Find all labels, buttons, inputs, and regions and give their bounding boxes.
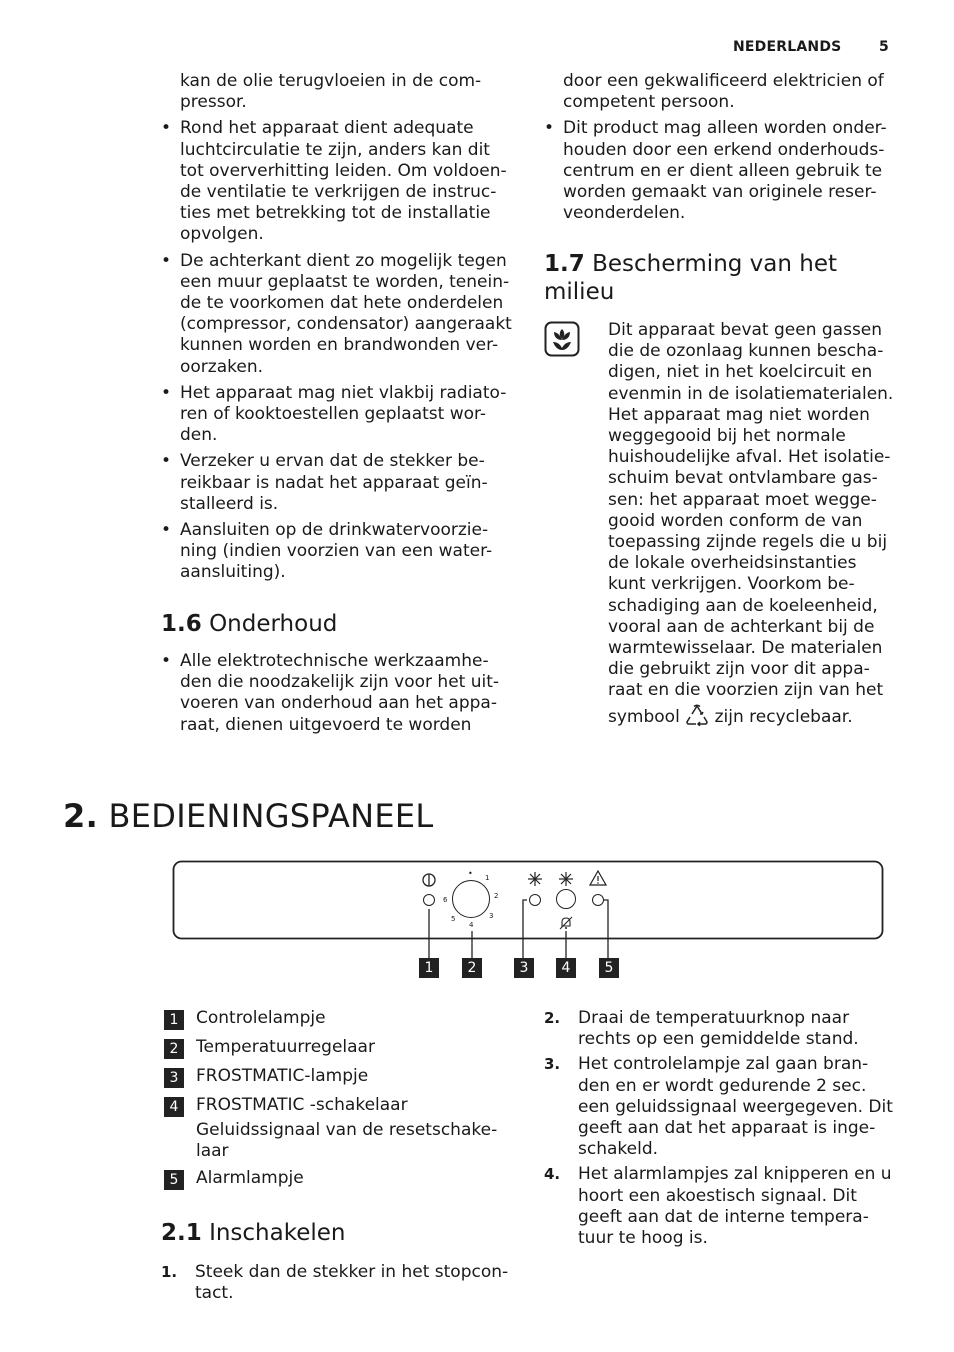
control-lamp	[423, 894, 435, 906]
step-number: 4.	[544, 1165, 561, 1184]
steps-list	[161, 1262, 511, 1304]
column-left-maintenance	[161, 651, 516, 741]
legend-number: 3	[164, 1068, 184, 1088]
legend-item-extra	[164, 1120, 504, 1162]
callout-2: 2	[462, 958, 482, 978]
column-right	[544, 71, 899, 229]
list-item: • Het apparaat mag niet vlakbij radiato-ren of kooktoestellen geplaatst wor-den.	[161, 383, 516, 447]
legend-number: 1	[164, 1010, 184, 1030]
step-text: Steek dan de stekker in het stopcon-tact.	[195, 1262, 509, 1304]
dial-mark: 2	[494, 892, 499, 900]
recycle-icon	[685, 704, 709, 732]
list-item	[544, 1054, 894, 1160]
dial-mark: 3	[489, 912, 494, 920]
legend-text: FROSTMATIC -schakelaar	[196, 1095, 408, 1115]
bullet-list	[161, 651, 516, 736]
legend-text: Alarmlampje	[196, 1168, 304, 1188]
bullet-list	[161, 118, 516, 583]
power-icon	[421, 872, 437, 888]
section-title: Inschakelen	[209, 1220, 346, 1246]
environment-flower-icon	[544, 321, 580, 357]
header-language: NEDERLANDS	[733, 39, 842, 55]
steps-right	[544, 1008, 894, 1253]
snowflake-icon	[527, 871, 543, 887]
list-item: • Aansluiten op de drinkwatervoorzie-ning (indien voorzien van een water-aansluiting).	[161, 520, 516, 584]
page-number: 5	[879, 39, 889, 55]
step-number: 2.	[544, 1009, 561, 1027]
legend-number: 4	[164, 1097, 184, 1117]
frostmatic-lamp	[529, 894, 541, 906]
list-item: • Dit product mag alleen worden onder-houden door een erkend onderhouds-centrum en er dient alleen gebruik te worden gemaakt van originele reser-veonderdelen.	[544, 118, 899, 224]
legend-item	[164, 1008, 504, 1029]
legend-item	[164, 1037, 504, 1058]
section-heading-1-6	[161, 610, 337, 638]
legend-text: Temperatuurregelaar	[196, 1037, 375, 1057]
legend-item	[164, 1168, 504, 1189]
section-title: Onderhoud	[209, 611, 338, 637]
section-number: 2.1	[161, 1220, 202, 1246]
temperature-dial[interactable]	[452, 880, 490, 918]
steps-left	[161, 1262, 511, 1308]
legend-text: FROSTMATIC-lampje	[196, 1066, 369, 1086]
frostmatic-switch[interactable]	[556, 889, 576, 909]
alarm-lamp	[592, 894, 604, 906]
chapter-number: 2.	[63, 797, 99, 835]
environment-text-block	[608, 320, 898, 732]
callout-4: 4	[556, 958, 576, 978]
section-heading-1-7	[544, 250, 884, 306]
step-number: 3.	[544, 1055, 561, 1074]
dial-mark: 5	[451, 915, 456, 923]
steps-list	[544, 1008, 894, 1249]
callout-5: 5	[599, 958, 619, 978]
section-number: 1.6	[161, 611, 202, 637]
section-heading-2-1	[161, 1219, 346, 1247]
snowflake-icon	[558, 871, 574, 887]
environment-text-end	[608, 704, 898, 732]
list-item	[161, 1262, 511, 1304]
step-text: Draai de temperatuurknop naar rechts op een gemiddelde stand.	[578, 1008, 859, 1050]
step-text: Het controlelampje zal gaan bran-den en er wordt gedurende 2 sec. een geluidssignaal weergegeven. Dit geeft aan dat het apparaat is inge-schakeld.	[578, 1054, 893, 1160]
list-item	[544, 1008, 894, 1050]
section-title: Bescherming van het milieu	[544, 251, 838, 305]
chapter-heading	[63, 797, 434, 835]
continued-text: kan de olie terugvloeien in de com- pressor.	[180, 71, 482, 113]
list-item: • De achterkant dient zo mogelijk tegen een muur geplaatst te worden, tenein-de te voorkomen dat hete onderdelen (compressor, condensator) aangeraakt kunnen worden en brandwonden ver-oorzaken.	[161, 251, 516, 378]
control-panel-diagram	[172, 860, 884, 980]
column-left	[161, 71, 516, 589]
list-item: • Verzeker u ervan dat de stekker be-reikbaar is nadat het apparaat geïn-stalleerd is.	[161, 451, 516, 515]
warning-icon	[589, 870, 607, 886]
dial-mark: •	[468, 869, 473, 878]
continued-text: door een gekwalificeerd elektricien of competent persoon.	[563, 71, 884, 113]
list-item: • Alle elektrotechnische werkzaamhe-den die noodzakelijk zijn voor het uit-voeren van onderhoud aan het appa-raat, dienen uitgevoerd te worden	[161, 651, 516, 736]
legend-item	[164, 1066, 504, 1087]
step-number: 1.	[161, 1263, 178, 1281]
callout-1: 1	[419, 958, 439, 978]
chapter-title: BEDIENINGSPANEEL	[108, 797, 434, 835]
bullet-list	[544, 118, 899, 224]
legend-number: 2	[164, 1039, 184, 1059]
step-text: Het alarmlampjes zal knipperen en u hoort een akoestisch signaal. Dit geeft aan dat de interne tempera-tuur te hoog is.	[578, 1164, 892, 1249]
legend-item	[164, 1095, 504, 1116]
list-item	[544, 1164, 894, 1249]
callout-3: 3	[514, 958, 534, 978]
legend-text: Controlelampje	[196, 1008, 326, 1028]
legend-list	[164, 1008, 504, 1197]
dial-mark: 6	[443, 896, 448, 904]
bell-muted-icon	[559, 915, 573, 929]
dial-mark: 1	[485, 874, 490, 882]
symbol-word: symbool	[608, 706, 680, 727]
legend-number: 5	[164, 1170, 184, 1190]
recyclable-text: zijn recyclebaar.	[714, 706, 853, 727]
section-number: 1.7	[544, 251, 585, 277]
environment-text: Dit apparaat bevat geen gassen die de ozonlaag kunnen bescha-digen, niet in het koelcircuit en evenmin in de isolatiematerialen. Het apparaat mag niet worden weggegooid bij het normale huishoudelijke afval. Het isolatie-schuim bevat ontvlambare gas-sen: het apparaat moet wegge-gooid worden conform de van toepassing zijnde regels die u bij de lokale overheidsinstanties kunt verkrijgen. Voorkom be-schadiging aan de koeleenheid, vooral aan de achterkant bij de warmtewisselaar. De materialen die gebruikt zijn voor dit appa-raat en die voorzien zijn van het	[608, 320, 894, 701]
legend-text: Geluidssignaal van de resetschake-laar	[196, 1120, 498, 1161]
list-item: • Rond het apparaat dient adequate luchtcirculatie te zijn, anders kan dit tot oververhitting leiden. Om voldoen-de ventilatie te verkrijgen de instruc-ties met betrekking tot de installatie opvolgen.	[161, 118, 516, 245]
dial-mark: 4	[469, 921, 474, 929]
